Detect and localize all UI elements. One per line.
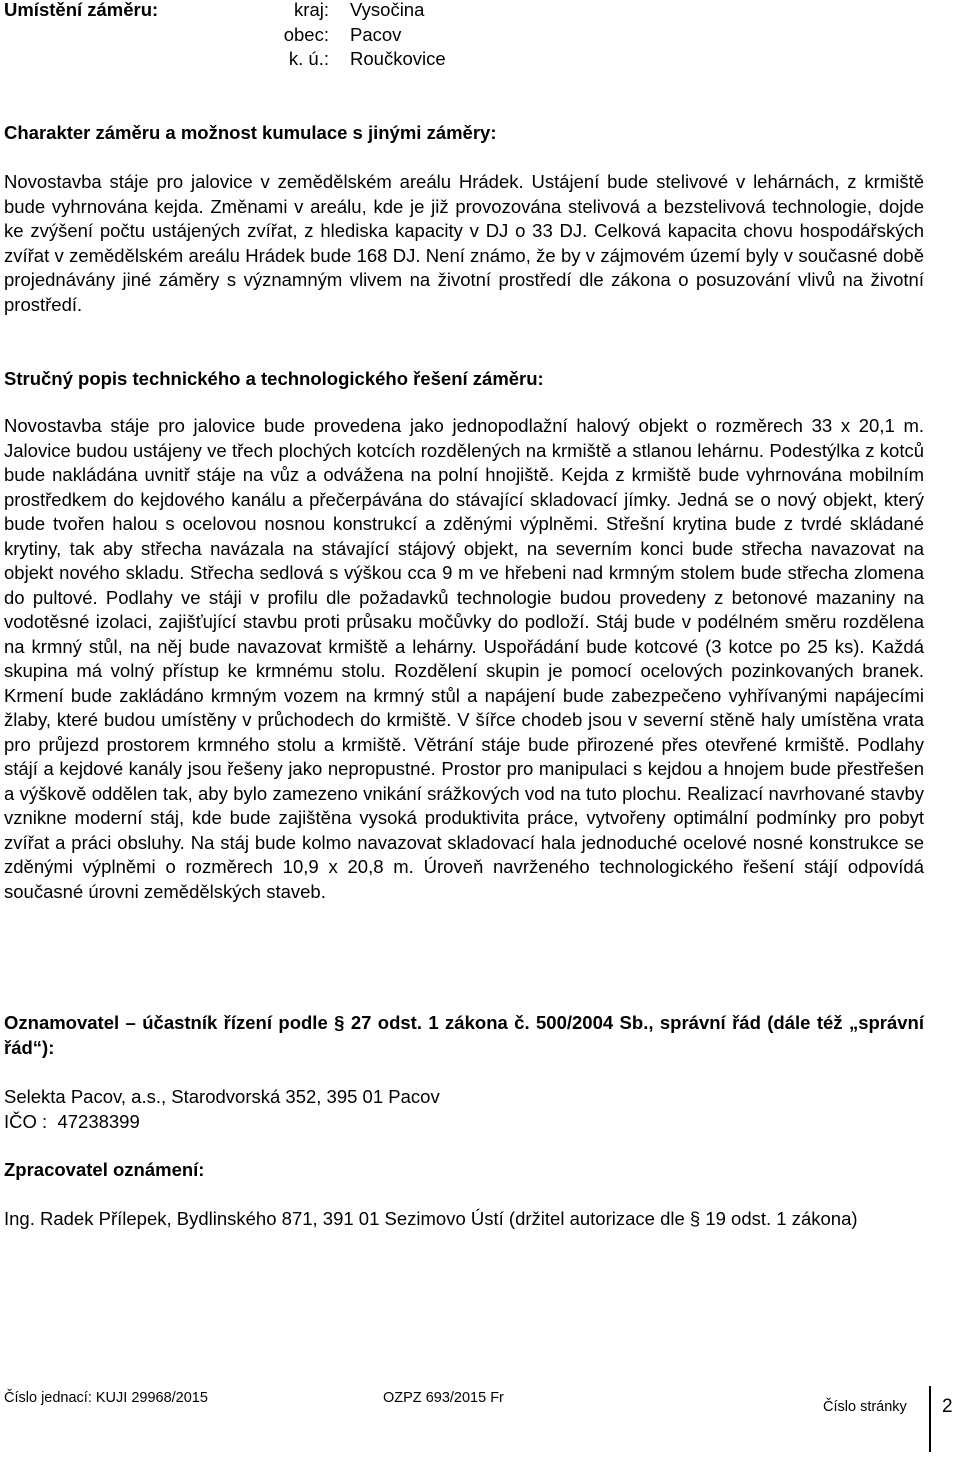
location-value-cadastral-area: Roučkovice [350,48,446,69]
location-value-municipality: Pacov [350,23,402,45]
footer-reference-number: Číslo jednací: KUJI 29968/2015 [4,1390,208,1406]
footer-page-number: 2 [942,1396,953,1417]
footer-page-separator [929,1386,931,1452]
location-values [350,0,446,72]
character-heading: Charakter záměru a možnost kumulace s jinými záměry: [4,122,497,143]
location-label: Umístění záměru: [4,0,159,20]
notifier-heading: Oznamovatel – účastník řízení podle § 27 odst. 1 zákona č. 500/2004 Sb., správní řád (dále též „správní řád“): [4,1012,924,1058]
processor-heading: Zpracovatel oznámení: [4,1159,205,1180]
notifier-ico-line [4,1110,924,1135]
technical-heading: Stručný popis technického a technologického řešení záměru: [4,368,544,389]
location-key-municipality: obec: [283,23,329,45]
notifier-name-address: Selekta Pacov, a.s., Starodvorská 352, 395 01 Pacov [4,1086,440,1107]
location-keys [281,0,329,72]
location-key-region: kraj: [294,0,329,20]
notifier-ico-value: 47238399 [57,1111,140,1132]
location-key-cadastral-area: k. ú.: [288,48,329,69]
notifier-ico-label: IČO : [4,1111,48,1132]
location-value-region: Vysočina [350,0,425,20]
footer-case-number: OZPZ 693/2015 Fr [383,1390,504,1406]
character-paragraph: Novostavba stáje pro jalovice v zemědělském areálu Hrádek. Ustájení bude stelivové v lehárnách, z krmiště bude vyhrnována kejda. Změnami v areálu, kde je již provozována stelivová a bezstelivová technologie, dojde ke zvýšení počtu ustájených zvířat, z hlediska kapacity v DJ o 33 DJ. Celková kapacita chovu hospodářských zvířat v zemědělském areálu Hrádek bude 168 DJ. Není známo, že by v zájmovém území byly v současné době projednávány jiné záměry s významným vlivem na životní prostředí dle zákona o posuzování vlivů na životní prostředí. [4,171,924,315]
technical-paragraph: Novostavba stáje pro jalovice bude provedena jako jednopodlažní halový objekt o rozměrech 33 x 20,1 m. Jalovice budou ustájeny ve třech plochých kotcích rozdělených na krmiště a stlanou lehárnu. Podestýlka z kotců bude nakládána uvnitř stáje na vůz a odvážena na polní hnojiště. Kejda z krmiště bude vyhrnována mobilním prostředkem do kejdového kanálu a přečerpávána do stávající skladovací jímky. Jedná se o nový objekt, který bude tvořen halou s ocelovou nosnou konstrukcí a zděnými výplněmi. Střešní krytina bude z tvrdé skládané krytiny, tak aby střecha navázala na stávající stájový objekt, na severním konci bude střecha navazovat na objekt nového skladu. Střecha sedlová s výškou cca 9 m ve hřebeni nad krmným stolem bude střecha zlomena do pultové. Podlahy ve stáji v profilu dle požadavků technologie budou provedeny z betonové mazaniny na vodotěsné izolaci, zajišťující stavbu proti průsaku močůvky do podloží. Stáj bude v podélném směru rozdělena na krmný stůl, na něj bude navazovat krmiště a lehárny. Uspořádání bude kotcové (3 kotce po 25 ks). Každá skupina má volný přístup ke krmnému stolu. Rozdělení skupin je pomocí ocelových pozinkovaných branek. Krmení bude zakládáno krmným vozem na krmný stůl a napájení bude zabezpečeno vyhřívanými napájecími žlaby, které budou umístěny v průchodech do krmiště. V šířce chodeb jsou v severní stěně haly umístěna vrata pro průjezd prostorem krmného stolu a krmiště. Větrání stáje bude přirozené přes otevřené krmiště. Podlahy stájí a kejdové kanály jsou řešeny jako nepropustné. Prostor pro manipulaci s kejdou a hnojem bude přestřešen a výškově oddělen tak, aby bylo zamezeno vnikání srážkových vod na tuto plochu. Realizací navrhované stavby vznikne moderní stáj, kde bude zajištěna vysoká produktivita práce, vytvořeny optimální podmínky pro pobyt zvířat a práci obsluhy. Na stáj bude kolmo navazovat skladovací hala jednoduché ocelové nosné konstrukce se zděnými výplněmi o rozměrech 10,9 x 20,8 m. Úroveň navrženého technologického řešení stájí odpovídá současné úrovni zemědělských staveb. [4,415,924,902]
footer-page-label: Číslo stránky [823,1399,907,1415]
processor-text: Ing. Radek Přílepek, Bydlinského 871, 391 01 Sezimovo Ústí (držitel autorizace dle § 19 odst. 1 zákona) [4,1208,858,1229]
